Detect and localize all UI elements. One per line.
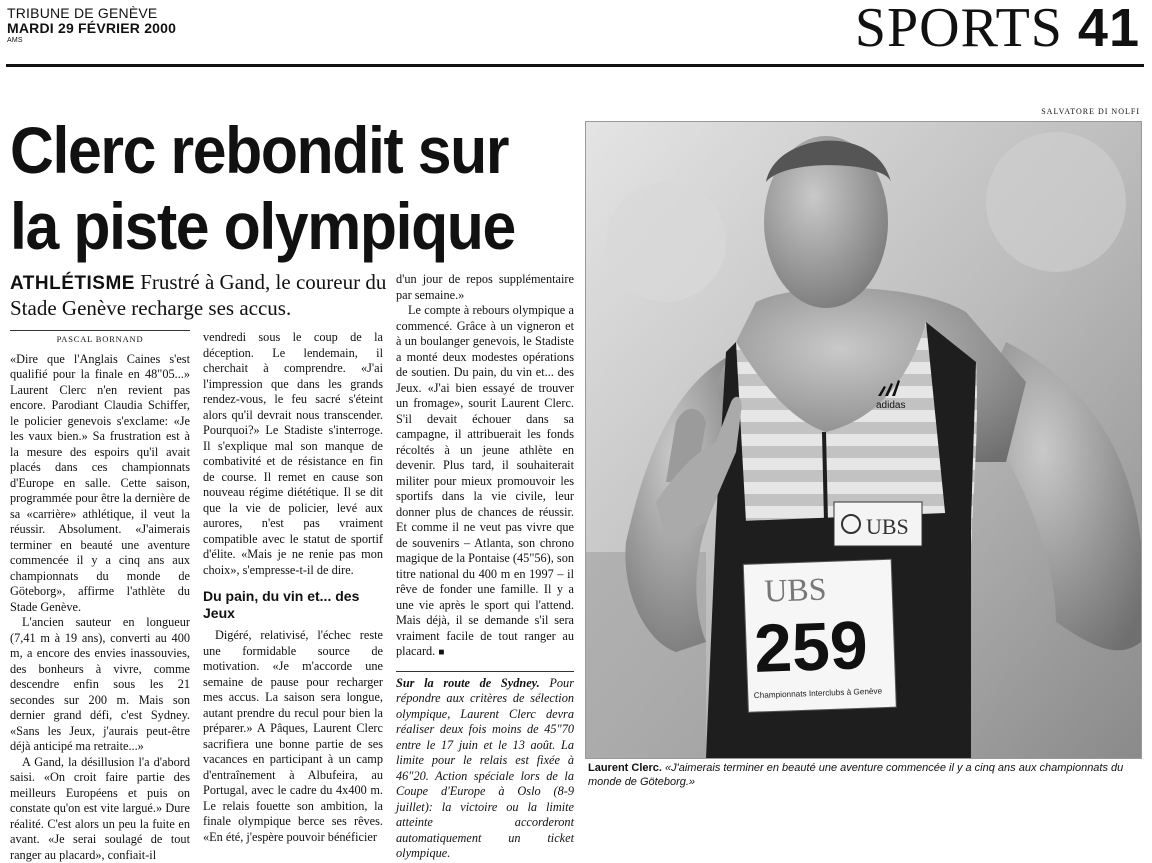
column-1	[10, 330, 190, 863]
kicker-text: Frustré à Gand, le coureur du Stade Genève recharge ses accus.	[10, 270, 386, 320]
info-box-text: Pour répondre aux critères de sélection olympique, Laurent Clerc devra réaliser deux fois moins de 45"70 entre le 17 juin et le 13 août. La limite pour le relais est fixée à 46"20. Action spéciale lors de la Coupe d'Europe à Oslo (8-9 juillet): la victoire ou la limite atteinte accorderont automatiquement un ticket olympique.	[396, 676, 574, 861]
paragraph-text: Le compte à rebours olympique a commencé. Grâce à un vigneron et à un boulanger genevois, le Stadiste a monté deux modestes opérations de soutien. Du pain, du vin et... des Jeux. «J'ai bien essayé de trouver un fromage», sourit Laurent Clerc. S'il devait échouer dans sa campagne, il attribuerait les fonds récoltés à un jeune athlète en devenir. Plus tard, il souhaiterait militer pour mieux promouvoir les sportifs dans la vie civile, leur donner plus de chances de réussir. Et comme il ne veut pas vivre que de souvenirs – Atlanta, son chrono magique de la Pontaise (45"56), son titre national du 400 m en 1997 – il rêve de fonder une famille. Il y a une vie après le sport qui l'attend. Mais déjà, il se demande s'il sera vraiment facile de tout ranger au placard.	[396, 303, 574, 658]
info-box	[396, 671, 574, 862]
subhead: Du pain, du vin et... des Jeux	[203, 588, 383, 622]
paragraph: A Gand, la désillusion l'a d'abord saisi. «On croit faire partie des meilleurs Européens et puis on constate qu'on est vite largué.» Dure réalité. C'est alors un peu la fuite en avant. «Je serai soulagé de tout ranger au placard», confiait-il	[10, 755, 190, 863]
svg-text:UBS: UBS	[764, 571, 827, 609]
column-2	[203, 330, 383, 845]
athlete-photo-illustration	[586, 122, 1141, 758]
printer-mark: AMS	[7, 37, 176, 45]
svg-text:UBS: UBS	[866, 514, 909, 539]
paragraph: L'ancien sauteur en longueur (7,41 m à 19 ans), converti au 400 m, a encore des envies inassouvies, des bonheurs à vivre, comme descendre enfin sous les 21 secondes sur 200 m. Mais son dernier grand défi, c'est Sydney. «Sans les Jeux, j'aurais peut-être déjà anticipé ma retraite...»	[10, 615, 190, 755]
paragraph	[396, 303, 574, 661]
ubs-patch	[834, 502, 922, 546]
race-bib	[743, 559, 896, 712]
column-3	[396, 272, 574, 862]
end-mark: ■	[438, 647, 444, 658]
section-name: SPORTS	[855, 0, 1063, 59]
section-title	[855, 0, 1140, 58]
photo-credit: SALVATORE DI NOLFI	[1041, 107, 1140, 116]
page-number: 41	[1078, 0, 1140, 58]
photo-caption	[588, 761, 1140, 789]
paragraph: vendredi sous le coup de la déception. Le lendemain, il cherchait à comprendre. «J'ai l'impression que dans les grands rendez-vous, le feu sacré s'éteint alors qu'il devrait nous transcender. Pourquoi?» Le Stadiste s'interroge. Il s'explique mal son manque de combativité et de résistance en fin de course. Il remet en cause son nouveau régime diététique. Il se dit que la vie de policier, levé aux aurores, n'est pas vraiment compatible avec le statut de sportif d'élite. «Mais je ne renie pas mon choix», s'empresse-t-il de dire.	[203, 330, 383, 578]
svg-text:259: 259	[753, 607, 869, 687]
paragraph: Digéré, relativisé, l'échec reste une formidable source de motivation. «Je m'accorde une semaine de pause pour recharger mes accus. La saison sera longue, autant prendre du recul pour bien la préparer.» A Pâques, Laurent Clerc sacrifiera une bonne partie de ses vacances en participant à un camp d'entraînement à Albufeira, au Portugal, avec le cadre du 4x400 m. Le relais fouette son ambition, la finale olympique berce ses rêves. «En été, j'espère pouvoir bénéficier	[203, 628, 383, 845]
kicker	[10, 270, 388, 321]
kicker-label: ATHLÉTISME	[10, 273, 135, 294]
byline: PASCAL BORNAND	[10, 330, 190, 348]
issue-date: MARDI 29 FÉVRIER 2000	[7, 21, 176, 36]
paragraph: d'un jour de repos supplémentaire par semaine.»	[396, 272, 574, 303]
svg-text:Championnats Interclubs à Genè: Championnats Interclubs à Genève	[754, 687, 883, 700]
svg-text:adidas: adidas	[876, 400, 905, 411]
headline: Clerc rebondit sur la piste olympique	[10, 112, 530, 264]
info-box-lead: Sur la route de Sydney.	[396, 676, 540, 690]
athlete-photo	[585, 121, 1142, 759]
publication-header	[7, 6, 176, 45]
publication-name: TRIBUNE DE GENÈVE	[7, 6, 176, 21]
paragraph: «Dire que l'Anglais Caines s'est qualifié pour la finale en 48"05...» Laurent Clerc n'en revient pas encore. Parodiant Claudia Schiffer, le policier genevois s'exclame: «Je les vaux bien.» Sa frustration est à la mesure des espoirs qu'il avait placés dans ces championnats d'Europe en salle. Cette saison, programmée pour être la dernière de sa «carrière» athlétique, il veut la réussir. Absolument. «J'aimerais terminer en beauté une aventure commencée il y a cinq ans aux championnats du monde de Göteborg», affirme l'athlète du Stade Genève.	[10, 352, 190, 616]
caption-text: «J'aimerais terminer en beauté une aventure commencée il y a cinq ans aux championnats du monde de Göteborg.»	[588, 762, 1123, 788]
header-rule	[6, 64, 1144, 67]
caption-lead: Laurent Clerc.	[588, 762, 662, 774]
